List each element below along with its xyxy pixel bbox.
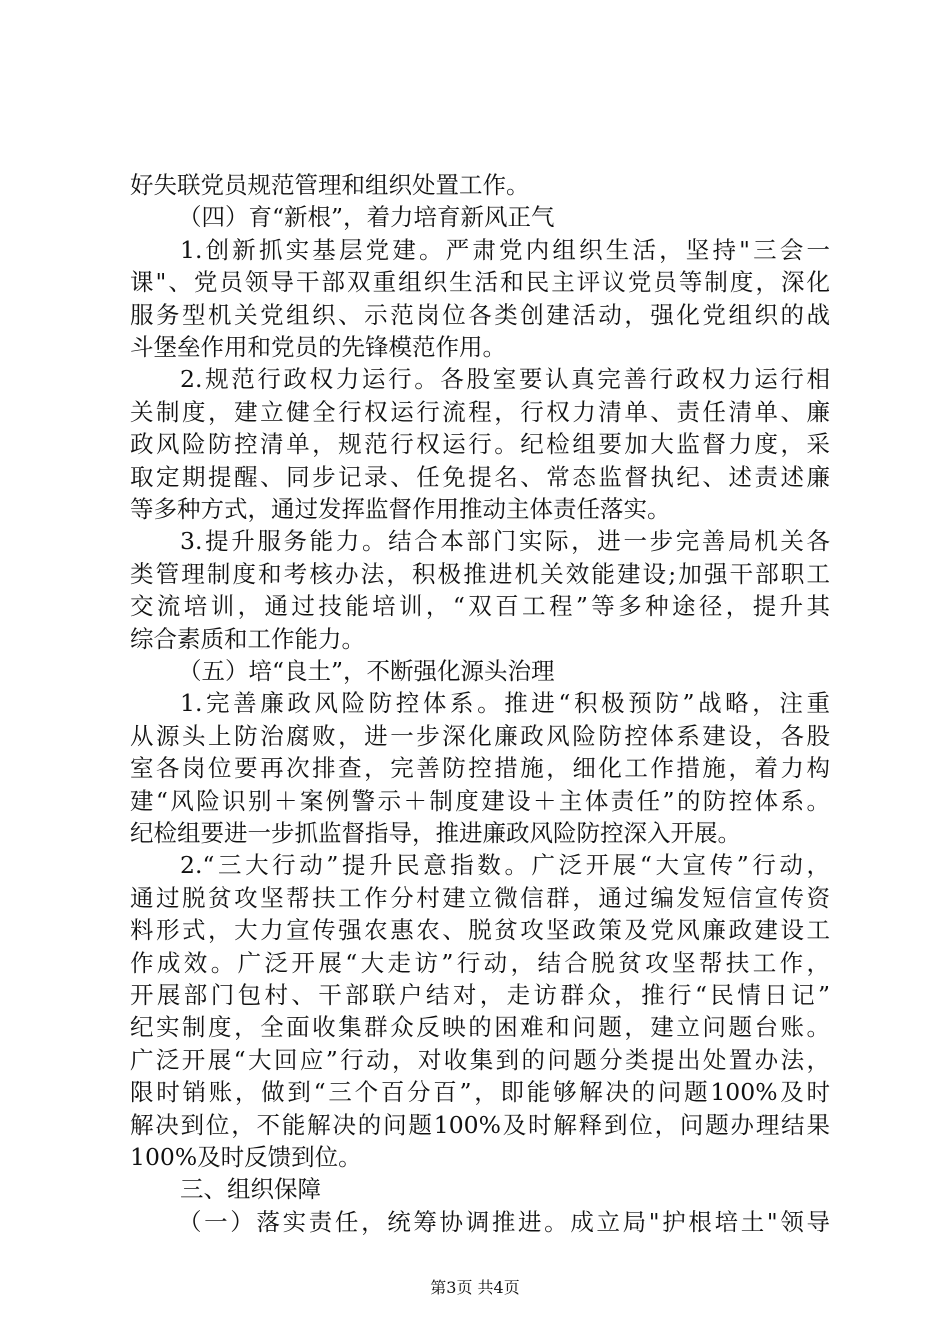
text-line: 1.完善廉政风险防控体系。推进“积极预防”战略，注重 [180,689,830,717]
text-line: 服务型机关党组织、示范岗位各类创建活动，强化党组织的战 [130,301,830,329]
text-line: （五）培“良土”，不断强化源头治理 [178,657,555,685]
text-line: 1.创新抓实基层党建。严肃党内组织生活，坚持"三会一 [180,236,830,264]
text-line: （四）育“新根”，着力培育新风正气 [178,203,555,231]
text-line: 交流培训，通过技能培训，“双百工程”等多种途径，提升其 [130,592,830,620]
text-line: 料形式，大力宣传强农惠农、脱贫攻坚政策及党风廉政建设工 [130,916,830,944]
text-line: 作成效。广泛开展“大走访”行动，结合脱贫攻坚帮扶工作， [130,949,830,977]
text-line: 纪检组要进一步抓监督指导，推进廉政风险防控深入开展。 [130,819,741,847]
text-line: 取定期提醒、同步记录、任免提名、常态监督执纪、述责述廉 [130,463,830,491]
text-line: 开展部门包村、干部联户结对，走访群众，推行“民情日记” [130,981,830,1009]
text-line: 限时销账，做到“三个百分百”，即能够解决的问题100%及时 [130,1078,830,1106]
text-line: 广泛开展“大回应”行动，对收集到的问题分类提出处置办法， [130,1046,830,1074]
text-line: 2.规范行政权力运行。各股室要认真完善行政权力运行相 [180,365,830,393]
text-line: 类管理制度和考核办法，积极推进机关效能建设;加强干部职工 [130,560,830,588]
text-line: 3.提升服务能力。结合本部门实际，进一步完善局机关各 [180,527,830,555]
text-line: 100%及时反馈到位。 [130,1143,362,1171]
text-line: 综合素质和工作能力。 [130,625,365,653]
text-line: 2.“三大行动”提升民意指数。广泛开展“大宣传”行动， [180,851,830,879]
text-line: 政风险防控清单，规范行权运行。纪检组要加大监督力度，采 [130,430,830,458]
text-line: 建“风险识别＋案例警示＋制度建设＋主体责任”的防控体系。 [130,787,830,815]
text-line: 从源头上防治腐败，进一步深化廉政风险防控体系建设，各股 [130,722,830,750]
text-line: 通过脱贫攻坚帮扶工作分村建立微信群，通过编发短信宣传资 [130,884,830,912]
text-line: 关制度，建立健全行权运行流程，行权力清单、责任清单、廉 [130,398,830,426]
text-line: 课"、党员领导干部双重组织生活和民主评议党员等制度，深化 [130,268,830,296]
text-line: （一）落实责任，统筹协调推进。成立局"护根培土"领导 [178,1208,830,1236]
text-line: 斗堡垒作用和党员的先锋模范作用。 [130,333,506,361]
text-line: 解决到位，不能解决的问题100%及时解释到位，问题办理结果 [130,1111,830,1139]
text-line: 等多种方式，通过发挥监督作用推动主体责任落实。 [130,495,671,523]
text-line: 三、组织保障 [180,1175,321,1203]
text-line: 室各岗位要再次排查，完善防控措施，细化工作措施，着力构 [130,754,830,782]
text-line: 纪实制度，全面收集群众反映的困难和问题，建立问题台账。 [130,1013,830,1041]
page-number-footer: 第3页 共4页 [430,1278,520,1297]
text-line: 好失联党员规范管理和组织处置工作。 [130,171,530,199]
